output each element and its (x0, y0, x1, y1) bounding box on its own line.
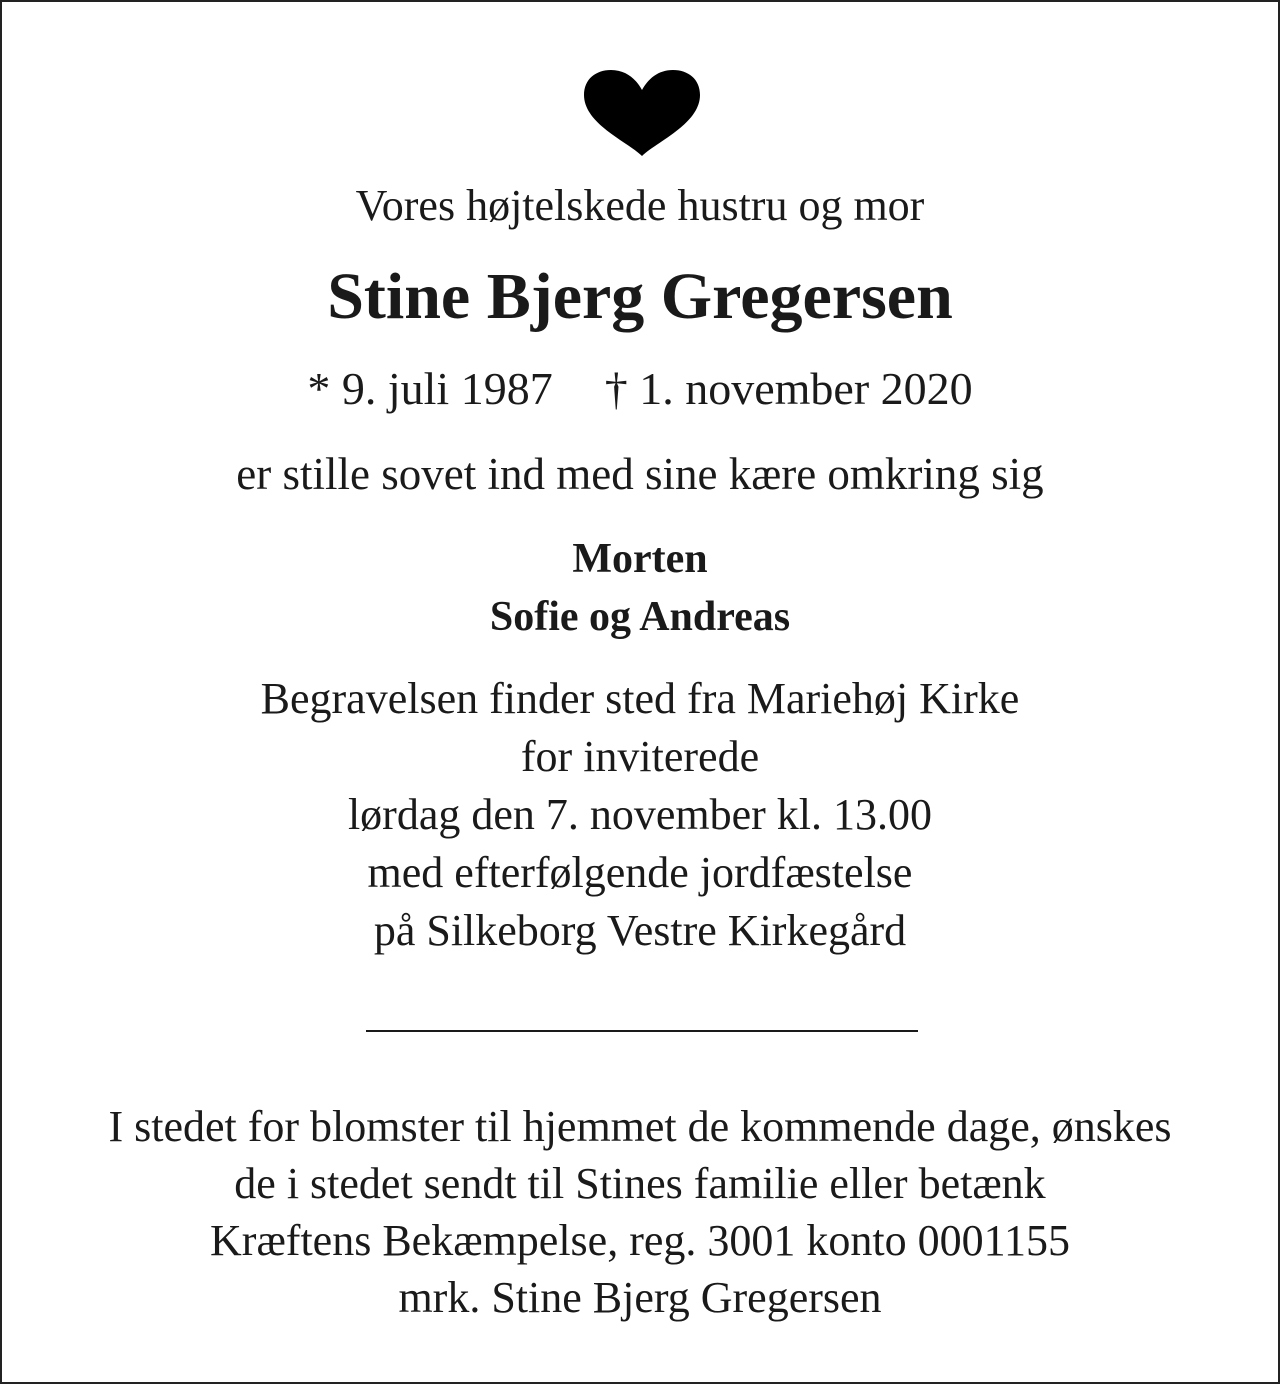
heart-icon (580, 68, 704, 158)
funeral-line: med efterfølgende jordfæstelse (367, 848, 913, 897)
intro-text: Vores højtelskede hustru og mor (355, 181, 925, 230)
donation-line: mrk. Stine Bjerg Gregersen (398, 1273, 882, 1322)
family-names (2, 530, 1278, 646)
funeral-info (2, 670, 1278, 960)
funeral-line: på Silkeborg Vestre Kirkegård (373, 906, 907, 955)
life-dates (2, 363, 1278, 414)
donation-line: de i stedet sendt til Stines familie eller betænk (234, 1159, 1046, 1208)
family-line: Sofie og Andreas (489, 594, 791, 640)
birth-date: * 9. juli 1987 (307, 363, 553, 414)
passing-text: er stille sovet ind med sine kære omkring sig (236, 449, 1044, 499)
donation-info (2, 1098, 1278, 1326)
family-line: Morten (572, 536, 708, 582)
funeral-line: for inviterede (520, 732, 760, 781)
donation-line: Kræftens Bekæmpelse, reg. 3001 konto 0001155 (210, 1216, 1070, 1265)
funeral-line: lørdag den 7. november kl. 13.00 (347, 790, 933, 839)
divider-line (366, 1030, 918, 1032)
death-date: † 1. november 2020 (604, 363, 973, 414)
funeral-line: Begravelsen finder sted fra Mariehøj Kirke (260, 674, 1020, 723)
donation-line: I stedet for blomster til hjemmet de kommende dage, ønskes (108, 1102, 1172, 1151)
deceased-name: Stine Bjerg Gregersen (327, 260, 953, 333)
